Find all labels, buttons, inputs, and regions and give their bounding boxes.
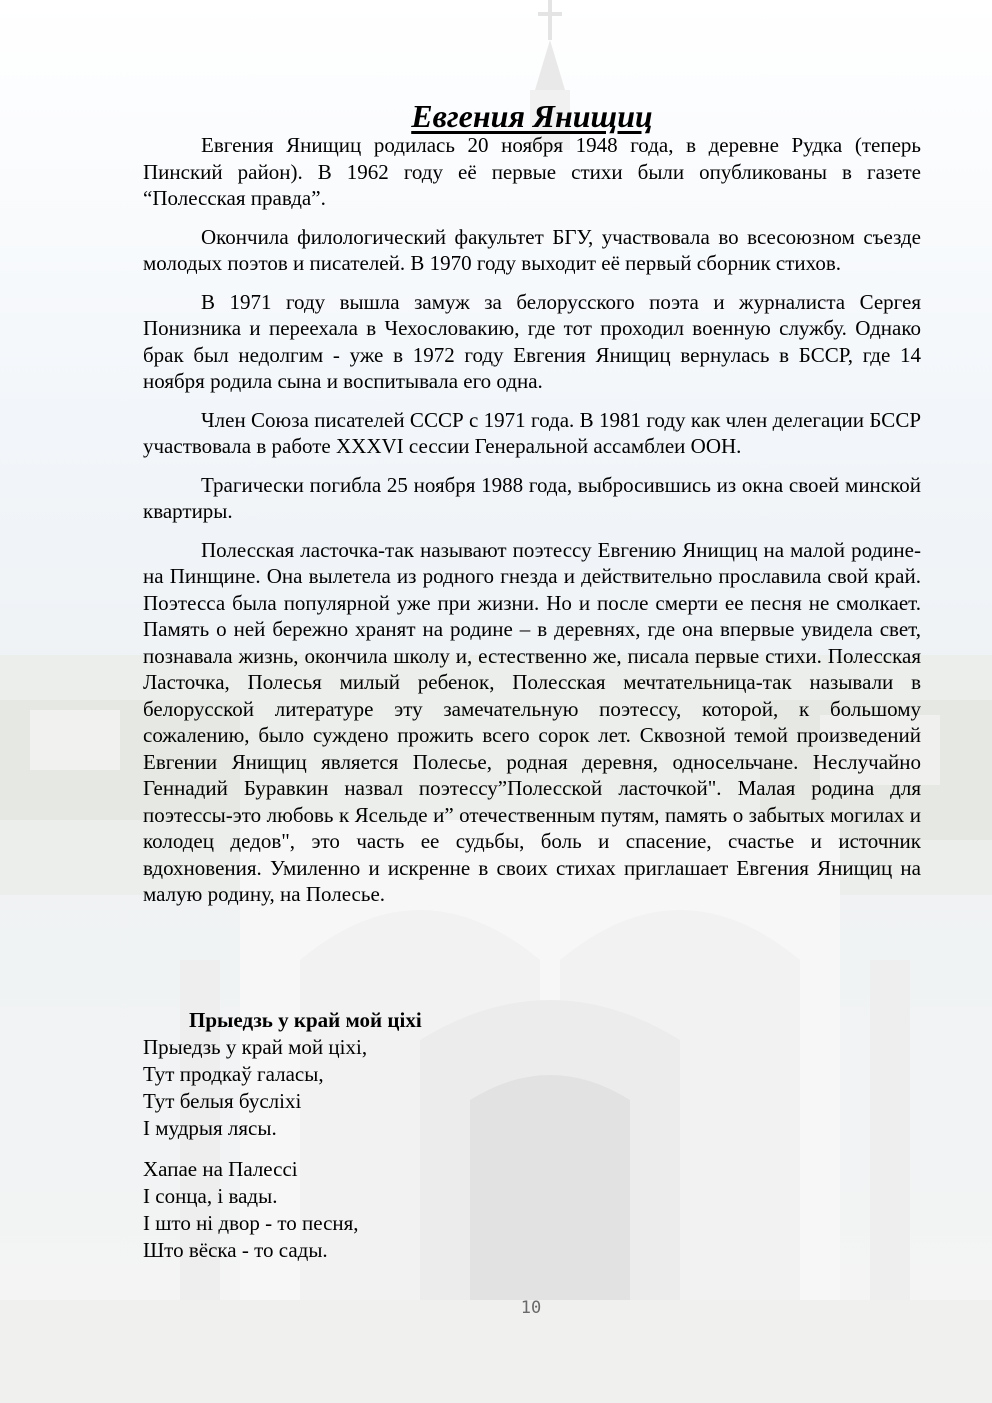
- paragraph: Член Союза писателей СССР с 1971 года. В 1981 году как член делегации БССР участвовала в работе XXXVI сессии Генеральной ассамблеи ООН.: [143, 407, 921, 458]
- poem-line: Што вёска - то сады.: [143, 1238, 328, 1262]
- poem-title: Прыедзь у край мой ціхі: [189, 1008, 422, 1032]
- poem-line: І сонца, і вады.: [143, 1184, 278, 1208]
- poem-line: Хапае на Палессі: [143, 1157, 298, 1181]
- poem-line: І мудрыя лясы.: [143, 1116, 277, 1140]
- page-number: 10: [520, 1298, 542, 1318]
- poem-line: Тут продкаў галасы,: [143, 1062, 324, 1086]
- paragraph: В 1971 году вышла замуж за белорусского поэта и журналиста Сергея Понизника и переехала в Чехословакию, где тот проходил военную службу. Однако брак был недолгим - уже в 1972 году Евгения Янищиц вернулась в БССР, где 14 ноября родила сына и воспитывала его одна.: [143, 289, 921, 393]
- page-title: Евгения Янищиц: [411, 98, 653, 134]
- poem-line: І што ні двор - то песня,: [143, 1211, 359, 1235]
- paragraph: Трагически погибла 25 ноября 1988 года, выбросившись из окна своей минской квартиры.: [143, 472, 921, 523]
- article-body: [143, 132, 921, 920]
- poem: [143, 1007, 643, 1278]
- paragraph: Окончила филологический факультет БГУ, участвовала во всесоюзном съезде молодых поэтов и писателей. В 1970 году выходит её первый сборник стихов.: [143, 224, 921, 275]
- paragraph: Евгения Янищиц родилась 20 ноября 1948 года, в деревне Рудка (теперь Пинский район). В 1962 году её первые стихи были опубликованы в газете “Полесская правда”.: [143, 133, 921, 210]
- poem-stanza: [143, 1156, 643, 1264]
- poem-stanza: [143, 1034, 643, 1142]
- poem-line: Прыедзь у край мой ціхі,: [143, 1035, 368, 1059]
- paragraph: Полесская ласточка-так называют поэтессу Евгению Янищиц на малой родине-на Пинщине. Она вылетела из родного гнезда и действительно прославила свой край. Поэтесса была популярной уже при жизни. Но и после смерти ее песня не смолкает. Память о ней бережно хранят на родине – в деревнях, где она впервые увидела свет, познавала жизнь, окончила школу и, естественно же, писала первые стихи. Полесская Ласточка, Полесья милый ребенок, Полесская мечтательница-так называли в белорусской литературе эту замечательную поэтессу, которой, к большому сожалению, было суждено прожить всего сорок лет. Сквозной темой произведений Евгении Янищиц является Полесье, родная деревня, односельчане. Неслучайно Геннадий Буравкин назвал поэтессу”Полесской ласточкой". Малая родина для поэтессы-это любовь к Ясельде и” отечественным путям, память о забытых могилах и колодец дедов", это часть ее судьбы, боль и спасение, счастье и источник вдохновения. Умиленно и искренне в своих стихах приглашает Евгения Янищиц на малую родину, на Полесье.: [143, 537, 921, 906]
- poem-line: Тут белыя буслiхі: [143, 1089, 302, 1113]
